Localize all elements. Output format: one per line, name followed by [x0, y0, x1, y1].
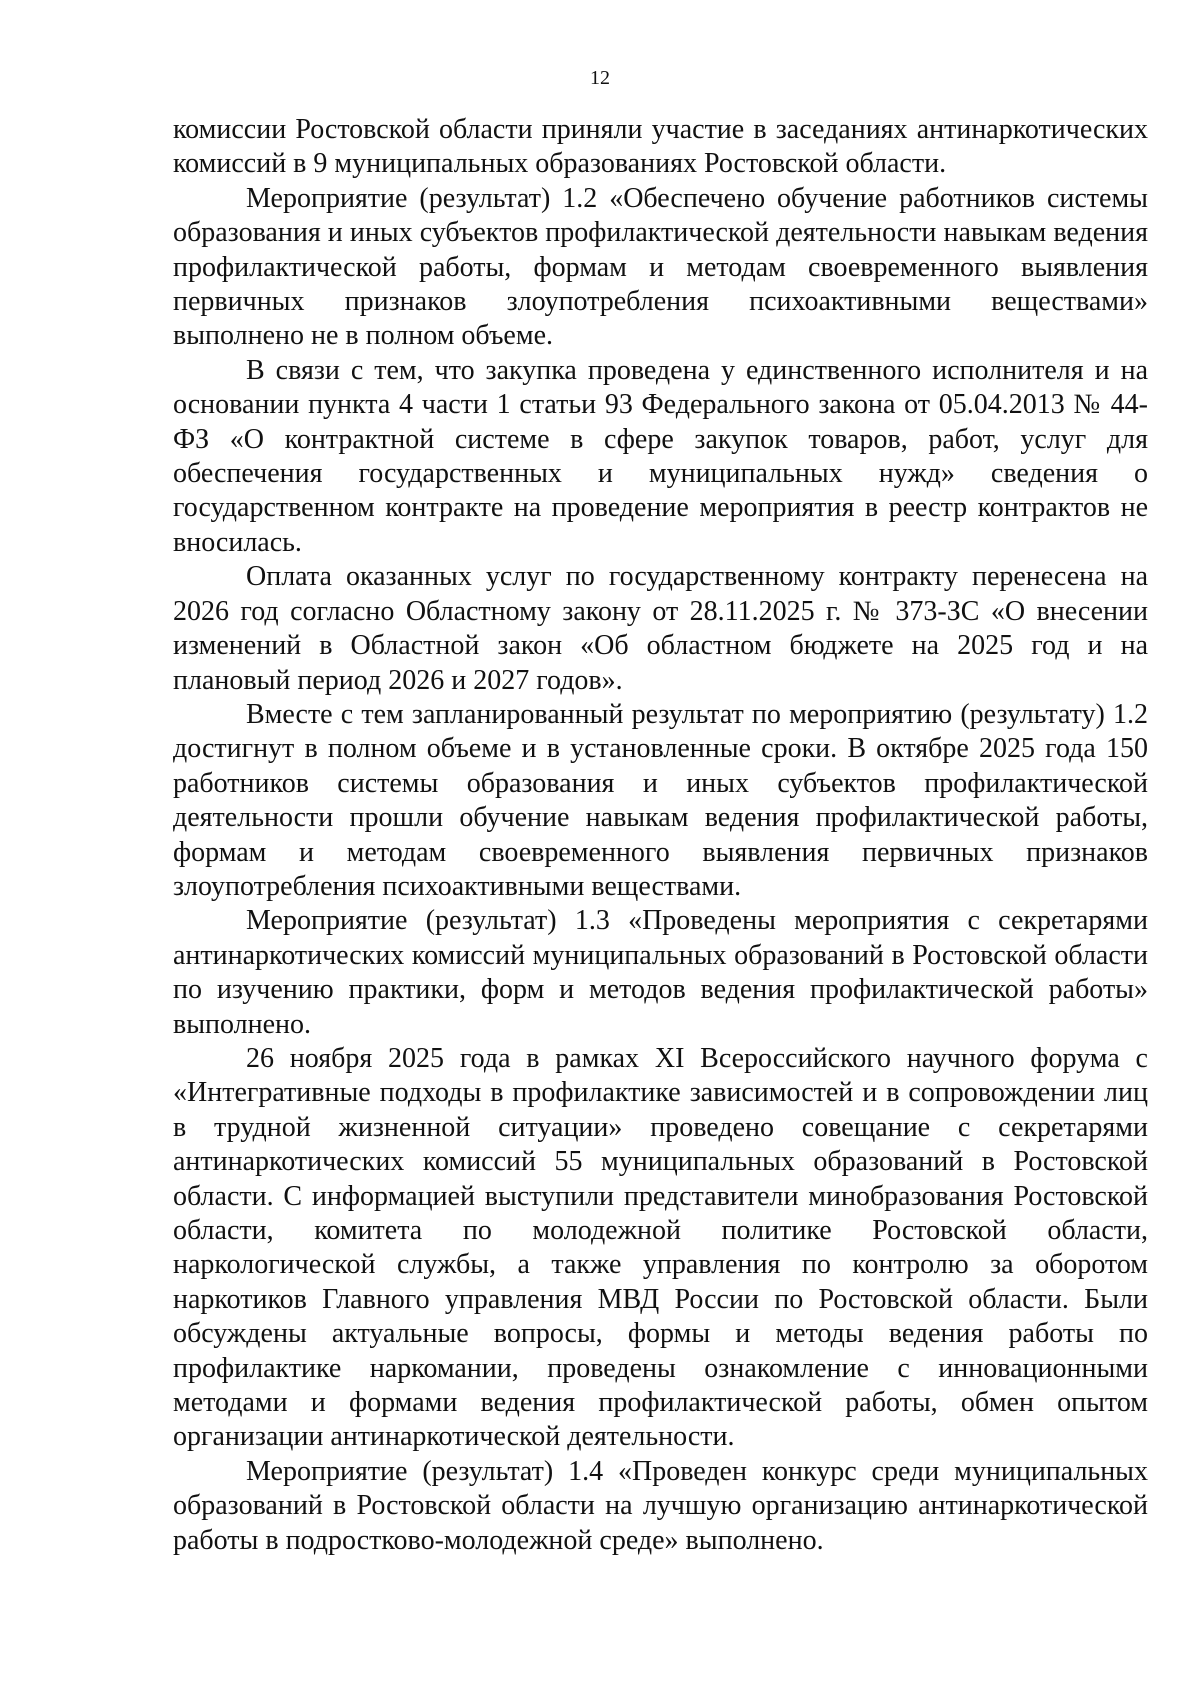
page-number: 12 — [590, 67, 610, 89]
paragraph-7: 26 ноября 2025 года в рамках XI Всероссийского научного форума с «Интегративные подходы в профилактике зависимостей и в сопровождении лиц в трудной жизненной ситуации» проведено совещание с секретарями антинаркотических комиссий 55 муниципальных образований в Ростовской области. С информацией выступили представители минобразования Ростовской области, комитета по молодежной политике Ростовской области, наркологической службы, а также управления по контролю за оборотом наркотиков Главного управления МВД России по Ростовской области. Были обсуждены актуальные вопросы, формы и методы ведения работы по профилактике наркомании, проведены ознакомление с инновационными методами и формами ведения профилактической работы, обмен опытом организации антинаркотической деятельности. — [173, 1042, 1148, 1453]
document-body — [173, 113, 1148, 1558]
paragraph-2: Мероприятие (результат) 1.2 «Обеспечено обучение работников системы образования и иных субъектов профилактической деятельности навыкам ведения профилактической работы, формам и методам своевременного выявления первичных признаков злоупотребления психоактивными веществами» выполнено не в полном объеме. — [173, 182, 1148, 352]
paragraph-6: Мероприятие (результат) 1.3 «Проведены мероприятия с секретарями антинаркотических комиссий муниципальных образований в Ростовской области по изучению практики, форм и методов ведения профилактической работы» выполнено. — [173, 905, 1148, 1040]
paragraph-3: В связи с тем, что закупка проведена у единственного исполнителя и на основании пункта 4 части 1 статьи 93 Федерального закона от 05.04.2013 № 44-ФЗ «О контрактной системе в сфере закупок товаров, работ, услуг для обеспечения государственных и муниципальных нужд» сведения о государственном контракте на проведение мероприятия в реестр контрактов не вносилась. — [173, 354, 1148, 558]
paragraph-4: Оплата оказанных услуг по государственному контракту перенесена на 2026 год согласно Областному закону от 28.11.2025 г. № 373-ЗС «О внесении изменений в Областной закон «Об областном бюджете на 2025 год и на плановый период 2026 и 2027 годов». — [173, 561, 1148, 696]
paragraph-1: комиссии Ростовской области приняли участие в заседаниях антинаркотических комиссий в 9 муниципальных образованиях Ростовской области. — [173, 114, 1148, 180]
paragraph-5: Вместе с тем запланированный результат по мероприятию (результату) 1.2 достигнут в полном объеме и в установленные сроки. В октябре 2025 года 150 работников системы образования и иных субъектов профилактической деятельности прошли обучение навыкам ведения профилактической работы, формам и методам своевременного выявления первичных признаков злоупотребления психоактивными веществами. — [173, 698, 1148, 902]
paragraph-8: Мероприятие (результат) 1.4 «Проведен конкурс среди муниципальных образований в Ростовской области на лучшую организацию антинаркотической работы в подростково-молодежной среде» выполнено. — [173, 1455, 1148, 1556]
